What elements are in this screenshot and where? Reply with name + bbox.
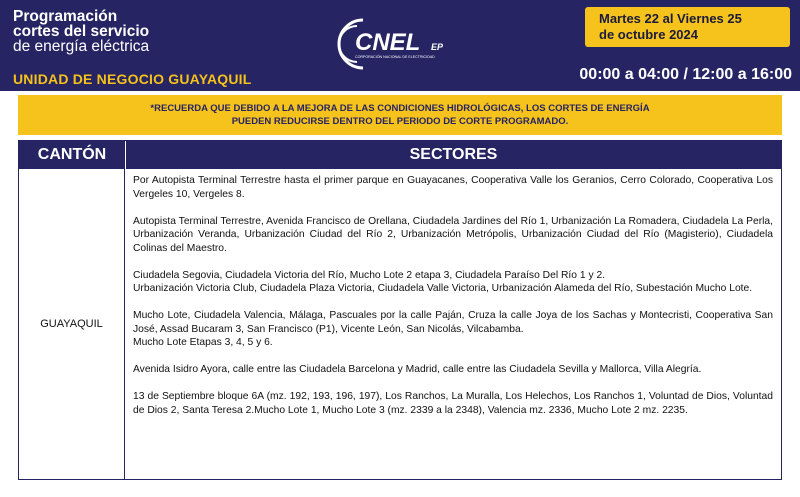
sector-group-7: Avenida Isidro Ayora, calle entre las Ciudadela Barcelona y Madrid, calle entre las Ciudadela Sevilla y Mallorca, Villa Alegría. bbox=[133, 364, 702, 375]
cnel-logo bbox=[333, 14, 473, 74]
title-line-3: de energía eléctrica bbox=[13, 38, 150, 55]
sector-group-6: Mucho Lote Etapas 3, 4, 5 y 6. bbox=[133, 337, 273, 348]
business-unit-label: UNIDAD DE NEGOCIO GUAYAQUIL bbox=[13, 71, 252, 87]
sector-group-2: Autopista Terminal Terrestre, Avenida Francisco de Orellana, Ciudadela Jardines del Río 1, Urbanización La Romadera, Ciudadela La Perla, Urbanización Veranda, Urbanización Ciudad del Río 2, Urbanización Metrópolis, Urbanización Ciudad del Río (Magisterio), Ciudadela Colinas del Maestro. bbox=[133, 215, 773, 254]
time-range: 00:00 a 04:00 / 12:00 a 16:00 bbox=[579, 66, 792, 83]
sector-group-8: 13 de Septiembre bloque 6A (mz. 192, 193, 196, 197), Los Ranchos, La Muralla, Los Helechos, Los Ranchos 1, Voluntad de Dios, Voluntad de Dios 2, Santa Teresa 2.Mucho Lote 1, Mucho Lote 3 (mz. 2339 a la 2348), Valencia mz. 2336, Mucho Lote 2 mz. 2235. bbox=[133, 391, 773, 416]
page-title bbox=[13, 9, 149, 54]
column-header-sectors: SECTORES bbox=[409, 146, 498, 163]
title-line-2: cortes del servicio bbox=[13, 23, 150, 40]
sector-group-1: Por Autopista Terminal Terrestre hasta el primer parque en Guayacanes, Cooperativa Valle los Geranios, Cerro Colorado, Cooperativa Los Vergeles 10, Vergeles 8. bbox=[133, 175, 773, 200]
logo-brand: CNEL bbox=[355, 29, 421, 56]
table-row bbox=[19, 169, 781, 479]
sectors-cell bbox=[125, 169, 781, 479]
header-banner bbox=[0, 0, 800, 91]
date-range-badge bbox=[585, 7, 790, 47]
sector-group-4: Urbanización Victoria Club, Ciudadela Plaza Victoria, Ciudadela Valle Victoria, Urbanización Alameda del Río, Subestación Mucho Lote. bbox=[133, 283, 753, 294]
title-line-1: Programación bbox=[13, 8, 118, 25]
date-line-1: Martes 22 al Viernes 25 bbox=[599, 11, 742, 26]
column-header-canton: CANTÓN bbox=[19, 141, 126, 169]
sector-group-5: Mucho Lote, Ciudadela Valencia, Málaga, Pascuales por la calle Paján, Cruza la calle Joya de los Sachas y Montecristi, Cooperativa San José, Assad Bucaram 3, San Francisco (P1), Vicente León, San Nicolás, Vilcabamba. bbox=[133, 310, 773, 335]
table-header-row bbox=[19, 141, 781, 169]
sector-group-3: Ciudadela Segovia, Ciudadela Victoria del Río, Mucho Lote 2 etapa 3, Ciudadela Paraíso Del Río 1 y 2. bbox=[133, 269, 606, 281]
date-line-2: de octubre 2024 bbox=[599, 27, 698, 42]
canton-cell: GUAYAQUIL bbox=[19, 169, 125, 479]
notice-line-2: PUEDEN REDUCIRSE DENTRO DEL PERIODO DE CORTE PROGRAMADO. bbox=[231, 116, 569, 127]
logo-tagline: CORPORACIÓN NACIONAL DE ELECTRICIDAD bbox=[355, 55, 435, 59]
notice-banner bbox=[18, 95, 782, 135]
logo-suffix: EP bbox=[431, 42, 444, 52]
notice-line-1: *RECUERDA QUE DEBIDO A LA MEJORA DE LAS CONDICIONES HIDROLÓGICAS, LOS CORTES DE ENERGÍA bbox=[150, 103, 650, 114]
schedule-table bbox=[18, 140, 782, 480]
